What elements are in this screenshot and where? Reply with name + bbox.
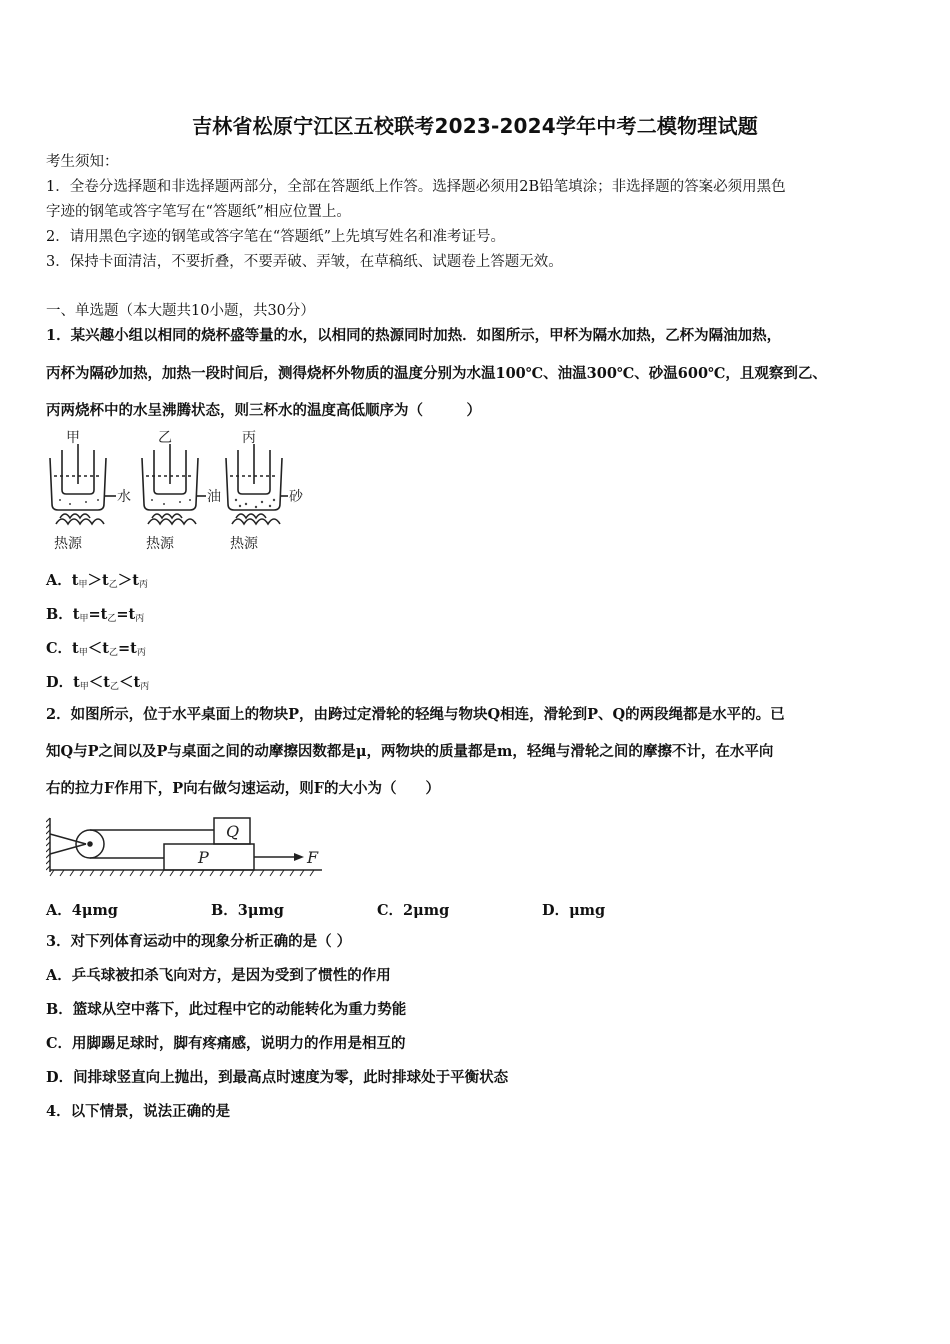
q1-stem-line: 丙杯为隔砂加热，加热一段时间后，测得烧杯外物质的温度分别为水温100℃、油温300℃、砂温600℃，且观察到乙、	[46, 365, 827, 382]
notice-item: 3．保持卡面清洁，不要折叠，不要弄破、弄皱，在草稿纸、试题卷上答题无效。	[46, 254, 563, 270]
q1-figure	[40, 428, 310, 556]
notice-item: 1．全卷分选择题和非选择题两部分，全部在答题纸上作答。选择题必须用2B铅笔填涂；非选择题的答案必须用黑色	[46, 179, 786, 195]
q4-stem: 4．以下情景，说法正确的是	[46, 1103, 231, 1120]
cup-label-jia: 甲	[66, 430, 80, 446]
medium-label-sand: 砂	[289, 489, 303, 505]
q3-option-c: C．用脚踢足球时，脚有疼痛感，说明力的作用是相互的	[46, 1035, 406, 1052]
q2-option-c: C．2μmg	[377, 902, 450, 919]
section-heading: 一、单选题（本大题共10小题，共30分）	[46, 303, 315, 319]
medium-label-oil: 油	[207, 489, 221, 505]
q2-stem-line: 右的拉力F作用下，P向右做匀速运动，则F的大小为（ ）	[46, 780, 440, 797]
q2-option-b: B．3μmg	[211, 902, 284, 919]
q1-option-d: D．$t_甲<t_乙<t_丙$	[46, 674, 150, 692]
notice-item: 字迹的钢笔或答字笔写在“答题纸”相应位置上。	[46, 204, 351, 220]
notice-item: 2．请用黑色字迹的钢笔或答字笔在“答题纸”上先填写姓名和准考证号。	[46, 229, 506, 245]
force-f-label: F	[307, 848, 319, 867]
heat-source-label: 热源	[146, 536, 174, 552]
q1-option-b: B．$t_甲=t_乙=t_丙$	[46, 606, 145, 624]
cup-label-yi: 乙	[158, 430, 172, 446]
medium-label-water: 水	[117, 489, 131, 505]
q2-figure	[46, 812, 326, 878]
beaker-yi	[142, 444, 206, 524]
q2-option-a: A．4μmg	[46, 902, 118, 919]
force-arrow-head	[294, 853, 304, 861]
q3-option-d: D．间排球竖直向上抛出，到最高点时速度为零，此时排球处于平衡状态	[46, 1069, 509, 1086]
page-title: 吉林省松原宁江区五校联考2023-2024学年中考二模物理试题	[192, 114, 758, 138]
q1-stem-line: 丙两烧杯中的水呈沸腾状态，则三杯水的温度高低顺序为（ ）	[46, 402, 481, 419]
heat-source-label: 热源	[230, 536, 258, 552]
cup-label-bing: 丙	[242, 430, 256, 446]
q1-option-c: C．$t_甲<t_乙=t_丙$	[46, 640, 146, 658]
q3-option-a: A．乒乓球被扣杀飞向对方，是因为受到了惯性的作用	[46, 967, 391, 984]
block-q-label: Q	[226, 822, 240, 841]
q3-stem: 3．对下列体育运动中的现象分析正确的是（ ）	[46, 933, 352, 950]
beaker-jia	[50, 444, 116, 524]
q1-option-a: A．$t_甲>t_乙>t_丙$	[46, 572, 148, 590]
pulley-diagram	[46, 812, 326, 878]
block-p-label: P	[198, 848, 209, 867]
heat-source-label: 热源	[54, 536, 82, 552]
q2-stem-line: 知Q与P之间以及P与桌面之间的动摩擦因数都是μ，两物块的质量都是m，轻绳与滑轮之间的摩擦不计，在水平向	[46, 743, 774, 760]
q2-stem-line: 2．如图所示，位于水平桌面上的物块P，由跨过定滑轮的轻绳与物块Q相连，滑轮到P、Q的两段绳都是水平的。已	[46, 706, 785, 723]
beaker-bing	[226, 444, 288, 524]
q1-stem-line: 1．某兴趣小组以相同的烧杯盛等量的水，以相同的热源同时加热．如图所示，甲杯为隔水加热，乙杯为隔油加热，	[46, 327, 782, 344]
notice-heading: 考生须知：	[46, 154, 119, 170]
beakers-diagram	[40, 428, 310, 556]
q3-option-b: B．篮球从空中落下，此过程中它的动能转化为重力势能	[46, 1001, 407, 1018]
q2-option-d: D．μmg	[542, 902, 606, 919]
